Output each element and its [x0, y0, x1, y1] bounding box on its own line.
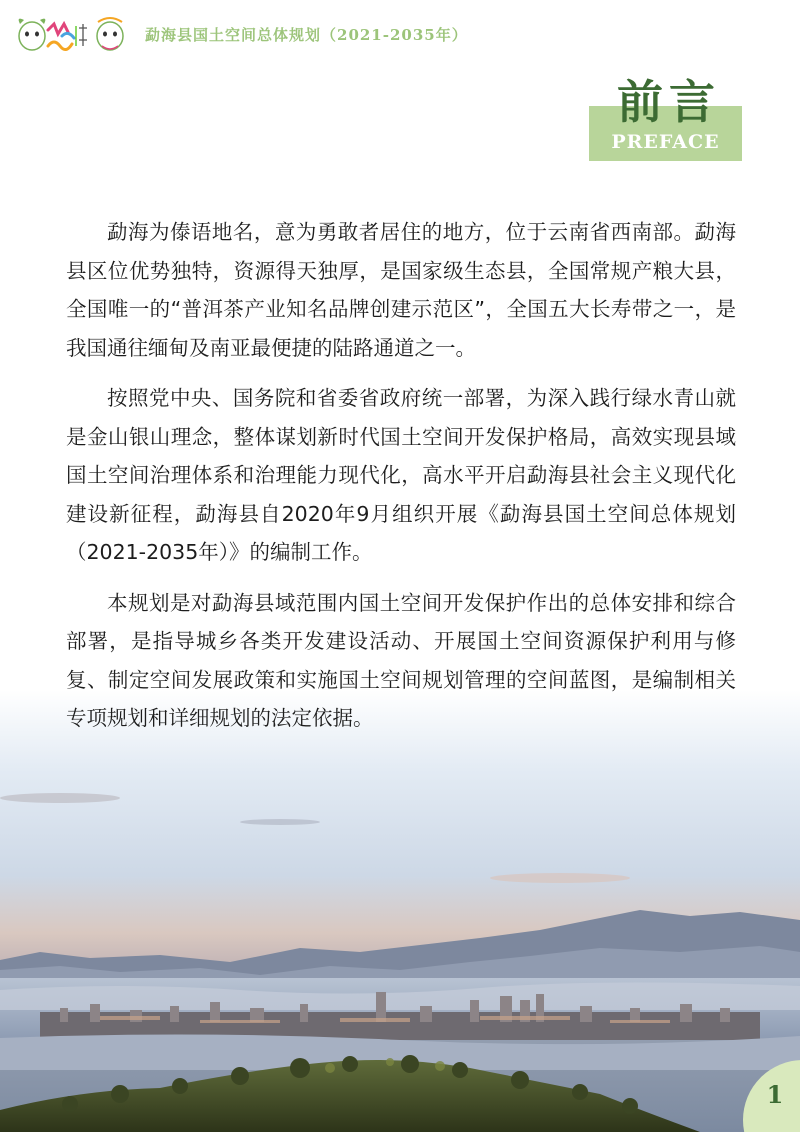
preface-subtitle: PREFACE [611, 131, 720, 153]
logo-lettering [48, 24, 87, 50]
document-title: 勐海县国土空间总体规划（2021-2035年） [145, 26, 468, 44]
page-number: 1 [766, 1080, 784, 1109]
mascot-left-icon [19, 19, 46, 50]
preface-title: 前言 [617, 75, 721, 129]
paragraph: 按照党中央、国务院和省委省政府统一部署，为深入践行绿水青山就是金山银山理念，整体谋划新时代国土空间开发保护格局，高效实现县域国土空间治理体系和治理能力现代化，高水平开启勐海县社会主义现代化建设新征程，勐海县自2020年9月组织开展《勐海县国土空间总体规划（2021-2035年）》的编制工作。 [66, 386, 736, 564]
paragraph: 本规划是对勐海县域范围内国土空间开发保护作出的总体安排和综合部署，是指导城乡各类开发建设活动、开展国土空间资源保护利用与修复、制定空间发展政策和实施国土空间规划管理的空间蓝图，是编制相关专项规划和详细规划的法定依据。 [66, 590, 736, 730]
mascot-right-icon [97, 18, 123, 50]
menghai-logo [10, 12, 130, 58]
preface-body [66, 213, 736, 750]
header [0, 0, 800, 60]
paragraph: 勐海为傣语地名，意为勇敢者居住的地方，位于云南省西南部。勐海县区位优势独特，资源得天独厚，是国家级生态县，全国常规产粮大县，全国唯一的“普洱茶产业知名品牌创建示范区”，全国五大长寿带之一，是我国通往缅甸及南亚最便捷的陆路通道之一。 [66, 220, 736, 360]
landscape-photo [0, 690, 800, 1132]
